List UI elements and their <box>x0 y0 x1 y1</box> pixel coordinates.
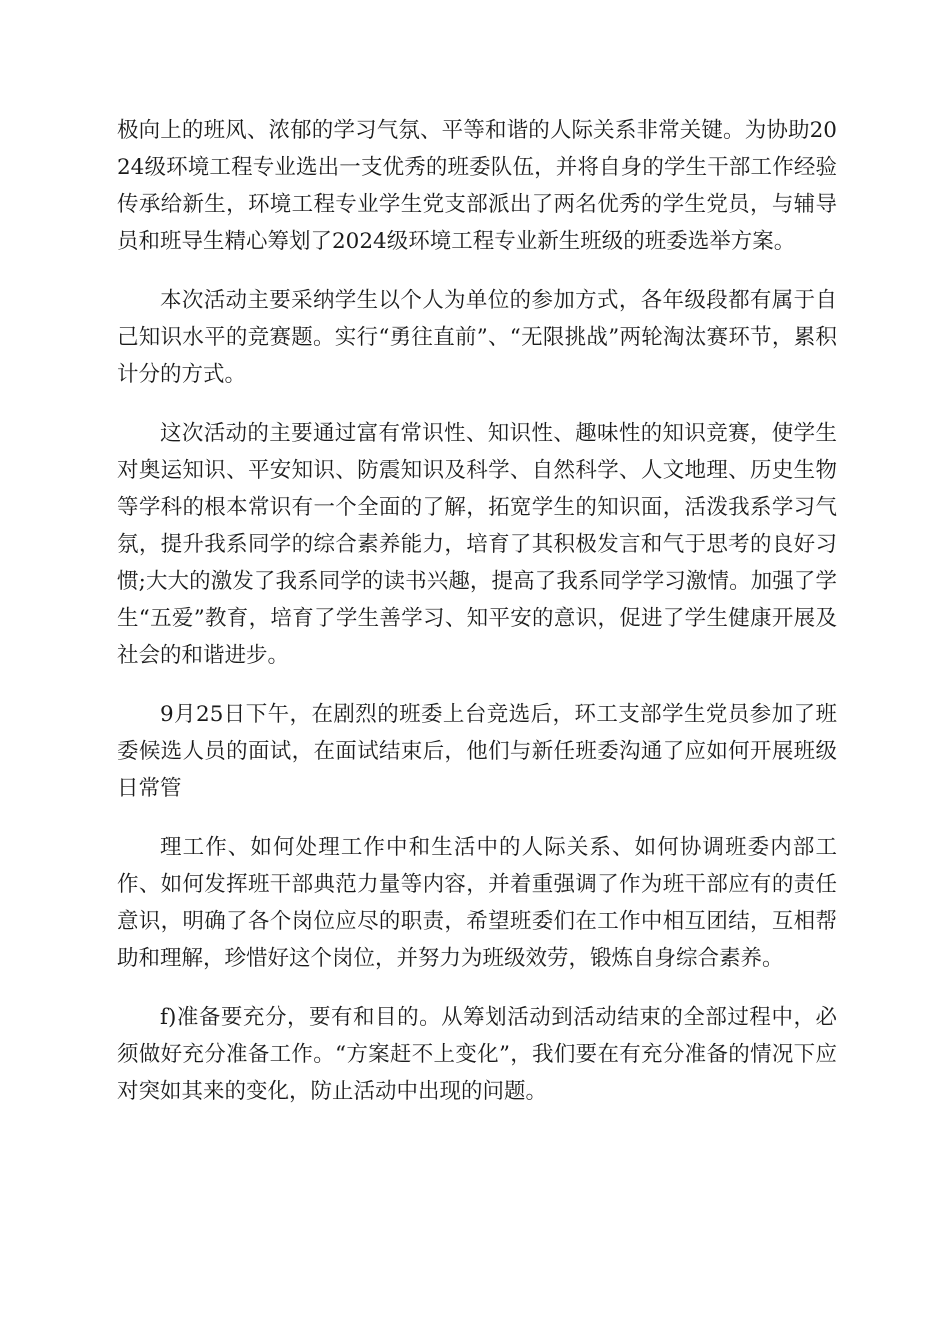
paragraph-3: 这次活动的主要通过富有常识性、知识性、趣味性的知识竞赛，使学生对奥运知识、平安知识、防震知识及科学、自然科学、人文地理、历史生物等学科的根本常识有一个全面的了解，拓宽学生的知识面，活泼我系学习气氛，提升我系同学的综合素养能力，培育了其积极发言和气于思考的良好习惯;大大的激发了我系同学的读书兴趣，提高了我系同学学习激情。加强了学生“五爱”教育，培育了学生善学习、知平安的意识，促进了学生健康开展及社会的和谐进步。 <box>117 421 837 668</box>
paragraph-1: 极向上的班风、浓郁的学习气氛、平等和谐的人际关系非常关键。为协助2024级环境工程专业选出一支优秀的班委队伍，并将自身的学生干部工作经验传承给新生，环境工程专业学生党支部派出了两名优秀的学生党员，与辅导员和班导生精心筹划了2024级环境工程专业新生班级的班委选举方案。 <box>117 118 837 254</box>
document-body <box>117 112 837 1132</box>
paragraph-2: 本次活动主要采纳学生以个人为单位的参加方式，各年级段都有属于自己知识水平的竞赛题。实行“勇往直前”、“无限挑战”两轮淘汰赛环节，累积计分的方式。 <box>117 288 837 387</box>
paragraph-6: f)准备要充分，要有和目的。从筹划活动到活动结束的全部过程中，必须做好充分准备工作。“方案赶不上变化”，我们要在有充分准备的情况下应对突如其来的变化，防止活动中出现的问题。 <box>117 1005 837 1104</box>
paragraph-4: 9月25日下午，在剧烈的班委上台竞选后，环工支部学生党员参加了班委候选人员的面试，在面试结束后，他们与新任班委沟通了应如何开展班级日常管 <box>117 702 837 801</box>
paragraph-5: 理工作、如何处理工作中和生活中的人际关系、如何协调班委内部工作、如何发挥班干部典范力量等内容，并着重强调了作为班干部应有的责任意识，明确了各个岗位应尽的职责，希望班委们在工作中相互团结，互相帮助和理解，珍惜好这个岗位，并努力为班级效劳，锻炼自身综合素养。 <box>117 835 837 971</box>
